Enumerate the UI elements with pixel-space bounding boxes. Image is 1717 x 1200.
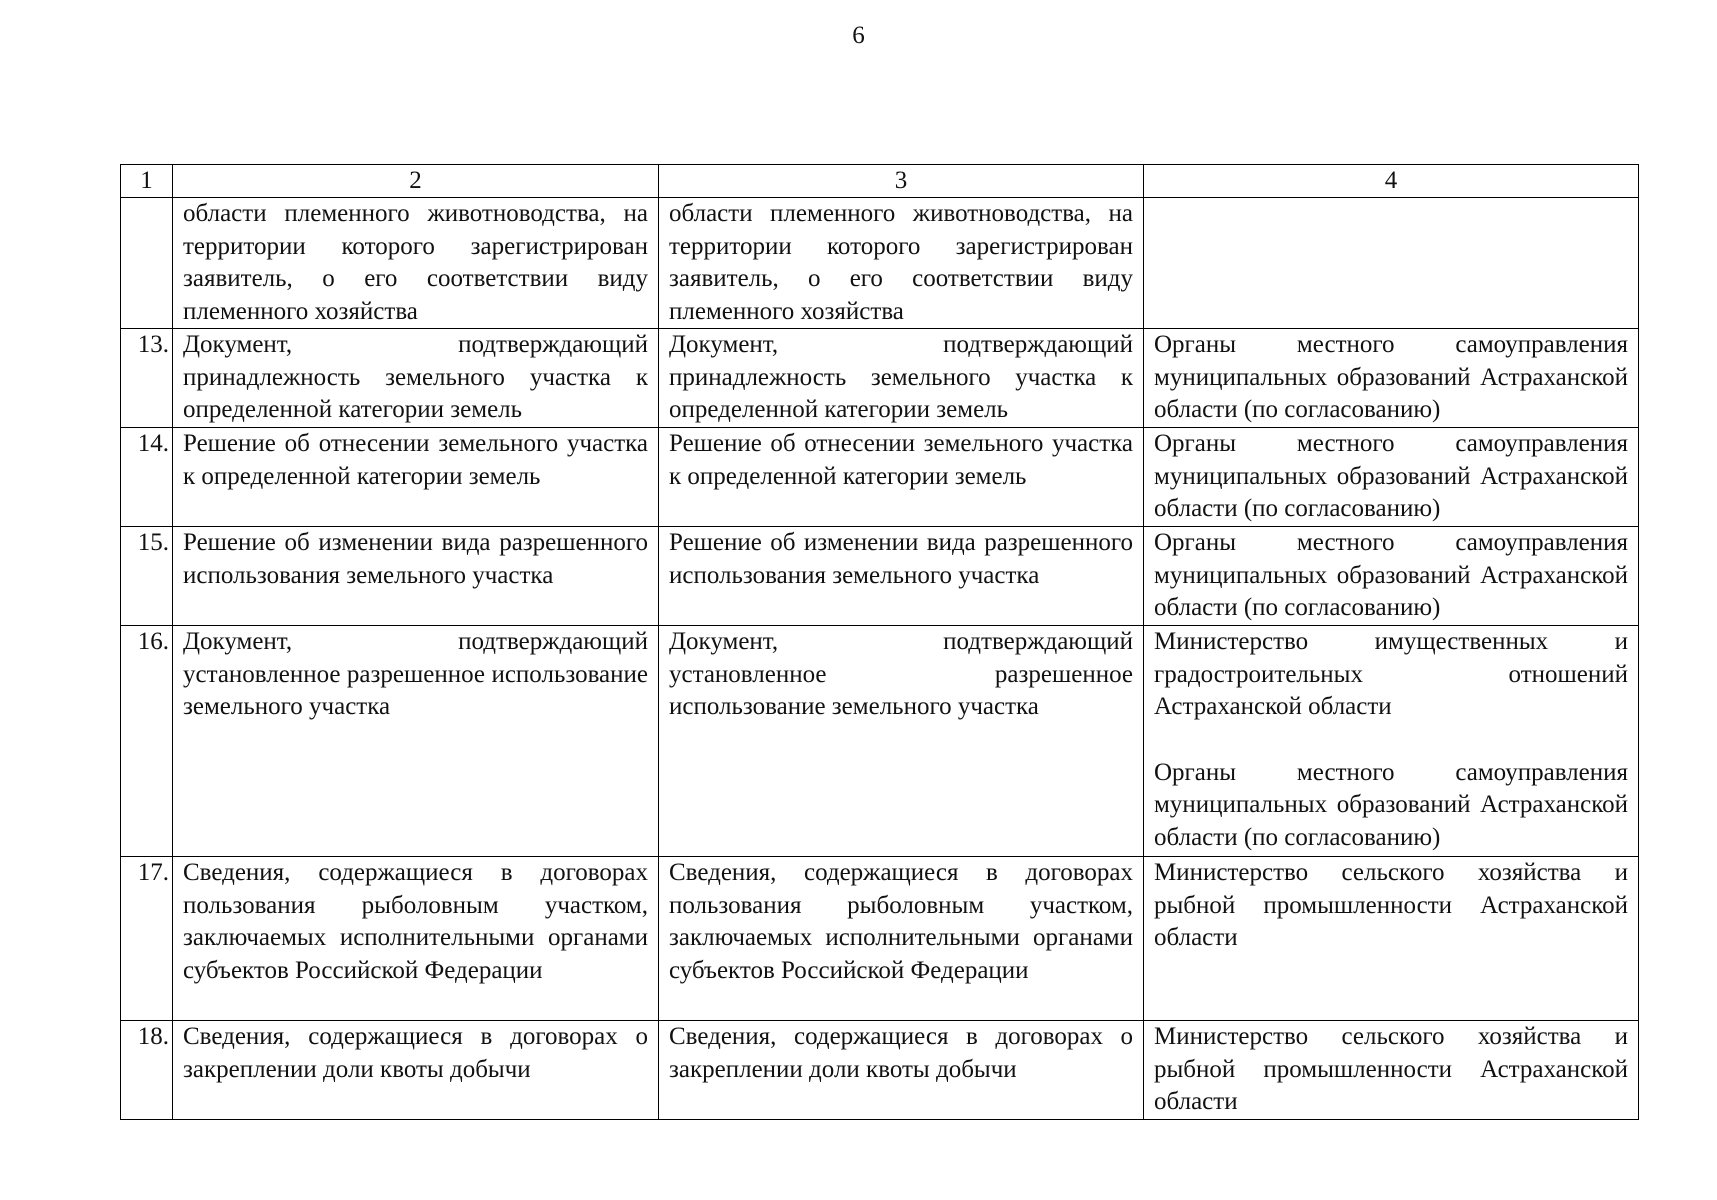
row-number: 18. [121,1021,173,1120]
table-header-row [121,165,1639,198]
document-description-cell: Сведения, содержащиеся в договорах пользования рыболовным участком, заключаемых исполнительными органами субъектов Российской Федерации [659,857,1144,1021]
row-number: 13. [121,329,173,428]
authority-cell [1144,198,1639,329]
document-description-cell: Решение об изменении вида разрешенного использования земельного участка [659,527,1144,626]
authority-cell [1144,857,1639,1021]
document-name-cell: Документ, подтверждающий принадлежность земельного участка к определенной категории земель [173,329,659,428]
table-row [121,527,1639,626]
authority-text: Органы местного самоуправления муниципальных образований Астраханской области (по согласованию) [1154,758,1628,851]
row-number [121,198,173,329]
document-name-cell: Решение об отнесении земельного участка к определенной категории земель [173,428,659,527]
document-table [120,164,1639,1120]
document-description-cell: области племенного животноводства, на территории которого зарегистрирован заявитель, о его соответствии виду племенного хозяйства [659,198,1144,329]
table-row [121,1021,1639,1120]
document-name-cell: области племенного животноводства, на территории которого зарегистрирован заявитель, о его соответствии виду племенного хозяйства [173,198,659,329]
document-description-cell: Документ, подтверждающий принадлежность земельного участка к определенной категории земель [659,329,1144,428]
document-description-cell: Сведения, содержащиеся в договорах о закреплении доли квоты добычи [659,1021,1144,1120]
document-description-cell: Решение об отнесении земельного участка к определенной категории земель [659,428,1144,527]
row-number: 17. [121,857,173,1021]
document-name-cell: Документ, подтверждающий установленное разрешенное использование земельного участка [173,626,659,857]
document-name-cell: Сведения, содержащиеся в договорах о закреплении доли квоты добычи [173,1021,659,1120]
paragraph-gap [1154,724,1628,757]
authority-text: Органы местного самоуправления муниципальных образований Астраханской области (по согласованию) [1154,331,1628,423]
authority-cell [1144,626,1639,857]
authority-cell [1144,527,1639,626]
table-row [121,329,1639,428]
row-number: 14. [121,428,173,527]
page-number: 6 [852,22,865,49]
table-row [121,857,1639,1021]
authority-text: Органы местного самоуправления муниципальных образований Астраханской области (по согласованию) [1154,430,1628,522]
document-name-cell: Решение об изменении вида разрешенного использования земельного участка [173,527,659,626]
authority-text: Министерство сельского хозяйства и рыбной промышленности Астраханской области [1154,1023,1628,1115]
table-row [121,626,1639,857]
column-header: 4 [1144,165,1639,198]
authority-cell [1144,329,1639,428]
authority-text: Министерство имущественных и градостроительных отношений Астраханской области [1154,628,1628,720]
document-name-cell: Сведения, содержащиеся в договорах пользования рыболовным участком, заключаемых исполнительными органами субъектов Российской Федерации [173,857,659,1021]
table-row [121,428,1639,527]
column-header: 1 [121,165,173,198]
authority-cell [1144,1021,1639,1120]
column-header: 3 [659,165,1144,198]
document-description-cell: Документ, подтверждающий установленное разрешенное использование земельного участка [659,626,1144,857]
authority-cell [1144,428,1639,527]
row-number: 16. [121,626,173,857]
row-number: 15. [121,527,173,626]
table-row [121,198,1639,329]
column-header: 2 [173,165,659,198]
authority-text: Органы местного самоуправления муниципальных образований Астраханской области (по согласованию) [1154,529,1628,621]
authority-text: Министерство сельского хозяйства и рыбной промышленности Астраханской области [1154,859,1628,951]
